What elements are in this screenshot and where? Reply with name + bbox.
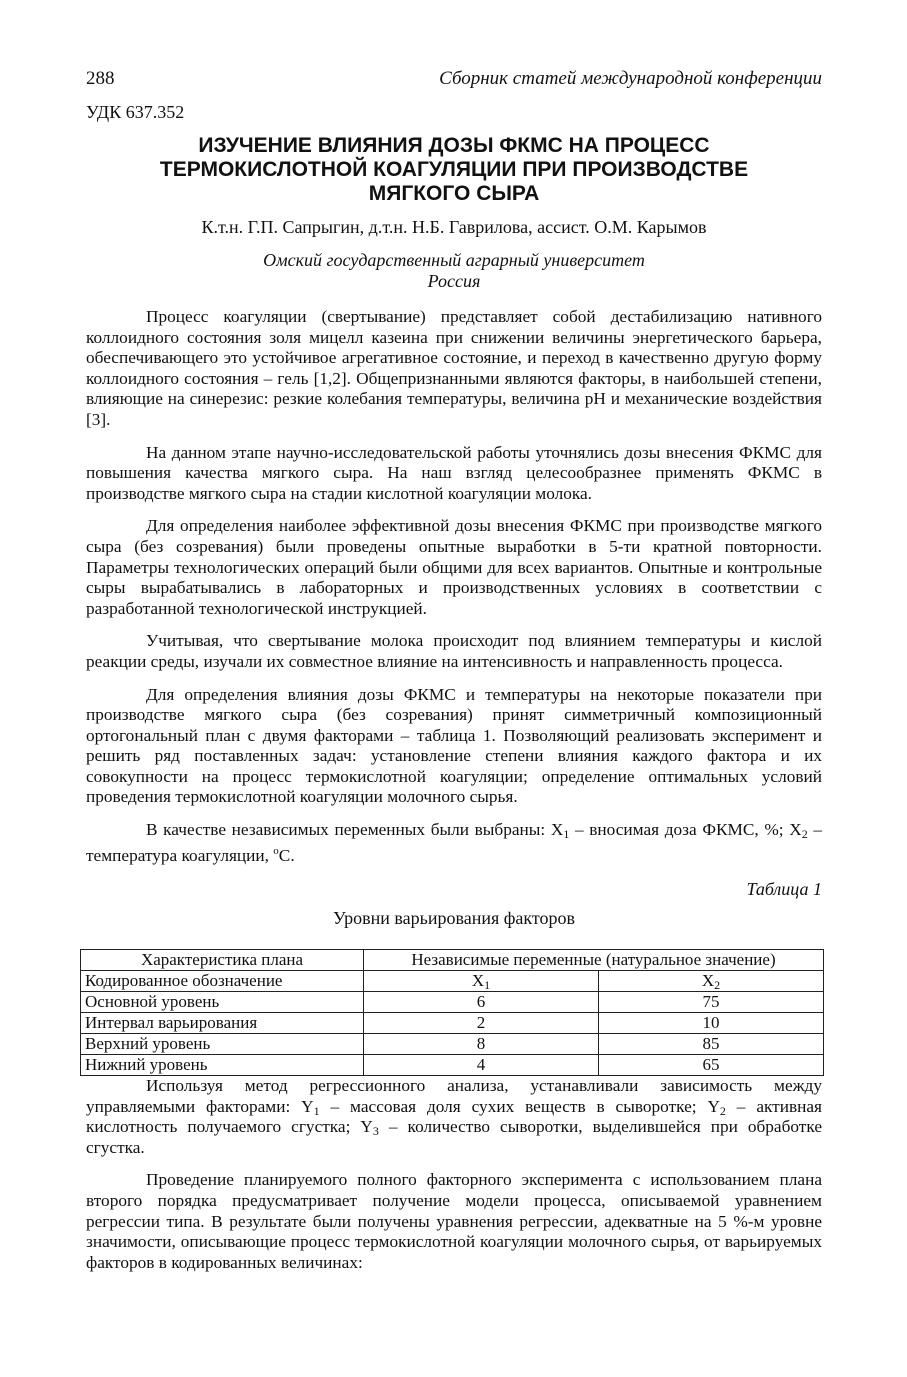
title-line-1: ИЗУЧЕНИЕ ВЛИЯНИЯ ДОЗЫ ФКМС НА ПРОЦЕСС: [198, 134, 710, 157]
table-row: Нижний уровень 4 65: [81, 1055, 824, 1076]
paragraph-2: На данном этапе научно-исследовательской работы уточнялись дозы внесения ФКМС для повышения качества мягкого сыра. На наш взгляд целесообразнее применять ФКМС в производстве мягкого сыра на стадии кислотной коагуляции молока.: [86, 442, 822, 503]
paragraph-regression: Используя метод регрессионного анализа, устанавливали зависимость между управляемыми факторами: $Y_1$ – массовая доля сухих веществ в сыворотке; $Y_2$ – активная кислотность получаемого сгустка; $Y_3$ – количество сыворотки, выделившейся при обработке сгустка.: [86, 1076, 822, 1157]
page: [86, 62, 822, 1273]
header-independent-vars: Независимые переменные (натуральное значение): [364, 950, 824, 971]
coded-x2: $X_2$: [599, 971, 824, 992]
paper-title: [86, 134, 822, 206]
paragraph-1: Процесс коагуляции (свертывание) представляет собой дестабилизацию нативного коллоидного состояния золя мицелл казеина при снижении величины энергетического барьера, обеспечивающего это устойчивое агрегативное состояние, и переход в качественно другую форму коллоидного состояния – гель [1,2]. Общепризнанными являются факторы, в наибольшей степени, влияющие на синерезис: резкие колебания температуры, величина pH и механические воздействия [3].: [86, 307, 822, 429]
table-header-row: [81, 950, 824, 971]
header-plan-characteristic: Характеристика плана: [81, 950, 364, 971]
title-line-2: ТЕРМОКИСЛОТНОЙ КОАГУЛЯЦИИ ПРИ ПРОИЗВОДСТВЕ: [159, 158, 749, 181]
table-row: Верхний уровень 8 85: [81, 1034, 824, 1055]
journal-title: Сборник статей международной конференции: [439, 68, 822, 89]
authors: К.т.н. Г.П. Сапрыгин, д.т.н. Н.Б. Гаврилова, ассист. О.М. Карымов: [201, 217, 707, 237]
affiliation: [86, 250, 822, 292]
page-number: 288: [86, 68, 115, 89]
coded-label: Кодированное обозначение: [81, 971, 364, 992]
table-row-coded: [81, 971, 824, 992]
running-header: [86, 62, 822, 92]
coded-x1: $X_1$: [364, 971, 599, 992]
table-title: Уровни варьирования факторов: [332, 908, 576, 929]
title-line-3: МЯГКОГО СЫРА: [368, 182, 540, 205]
paragraph-variables: В качестве независимых переменных были выбраны: $X_1$ – вносимая доза ФКМС, %; $X_2$ – температура коагуляции, $^o$С.: [86, 820, 822, 865]
paragraph-5: Для определения влияния дозы ФКМС и температуры на некоторые показатели при производстве мягкого сыра (без созревания) принят симметричный композиционный ортогональный план с двумя факторами – таблица 1. Позволяющий реализовать эксперимент и решить ряд поставленных задач: установление степени влияния каждого фактора и их совокупности на процесс термокислотной коагуляции; определение оптимальных условий проведения термокислотной коагуляции молочного сырья.: [86, 684, 822, 807]
factor-levels-table: [80, 949, 824, 1076]
table-caption: Таблица 1: [746, 879, 822, 900]
affiliation-country: Россия: [427, 271, 481, 291]
paragraph-final: Проведение планируемого полного факторного эксперимента с использованием плана второго порядка предусматривает получение модели процесса, описываемой уравнением регрессии типа. В результате были получены уравнения регрессии, адекватные на 5 %-м уровне значимости, описывающие процесс термокислотной коагуляции молочного сырья, от варьируемых факторов в кодированных величинах:: [86, 1170, 822, 1272]
paragraph-4: Учитывая, что свертывание молока происходит под влиянием температуры и кислой реакции среды, изучали их совместное влияние на интенсивность и направленность процесса.: [86, 631, 822, 671]
udk-code: УДК 637.352: [86, 102, 185, 122]
affiliation-org: Омский государственный аграрный университет: [263, 250, 645, 270]
table-row: Интервал варьирования 2 10: [81, 1013, 824, 1034]
paragraph-3: Для определения наиболее эффективной дозы внесения ФКМС при производстве мягкого сыра (без созревания) были проведены опытные выработки в 5-ти кратной повторности. Параметры технологических операций были общими для всех вариантов. Опытные и контрольные сыры вырабатывались в лабораторных и производственных условиях в соответствии с разработанной технологической инструкцией.: [86, 516, 822, 618]
table-row: Основной уровень 6 75: [81, 992, 824, 1013]
